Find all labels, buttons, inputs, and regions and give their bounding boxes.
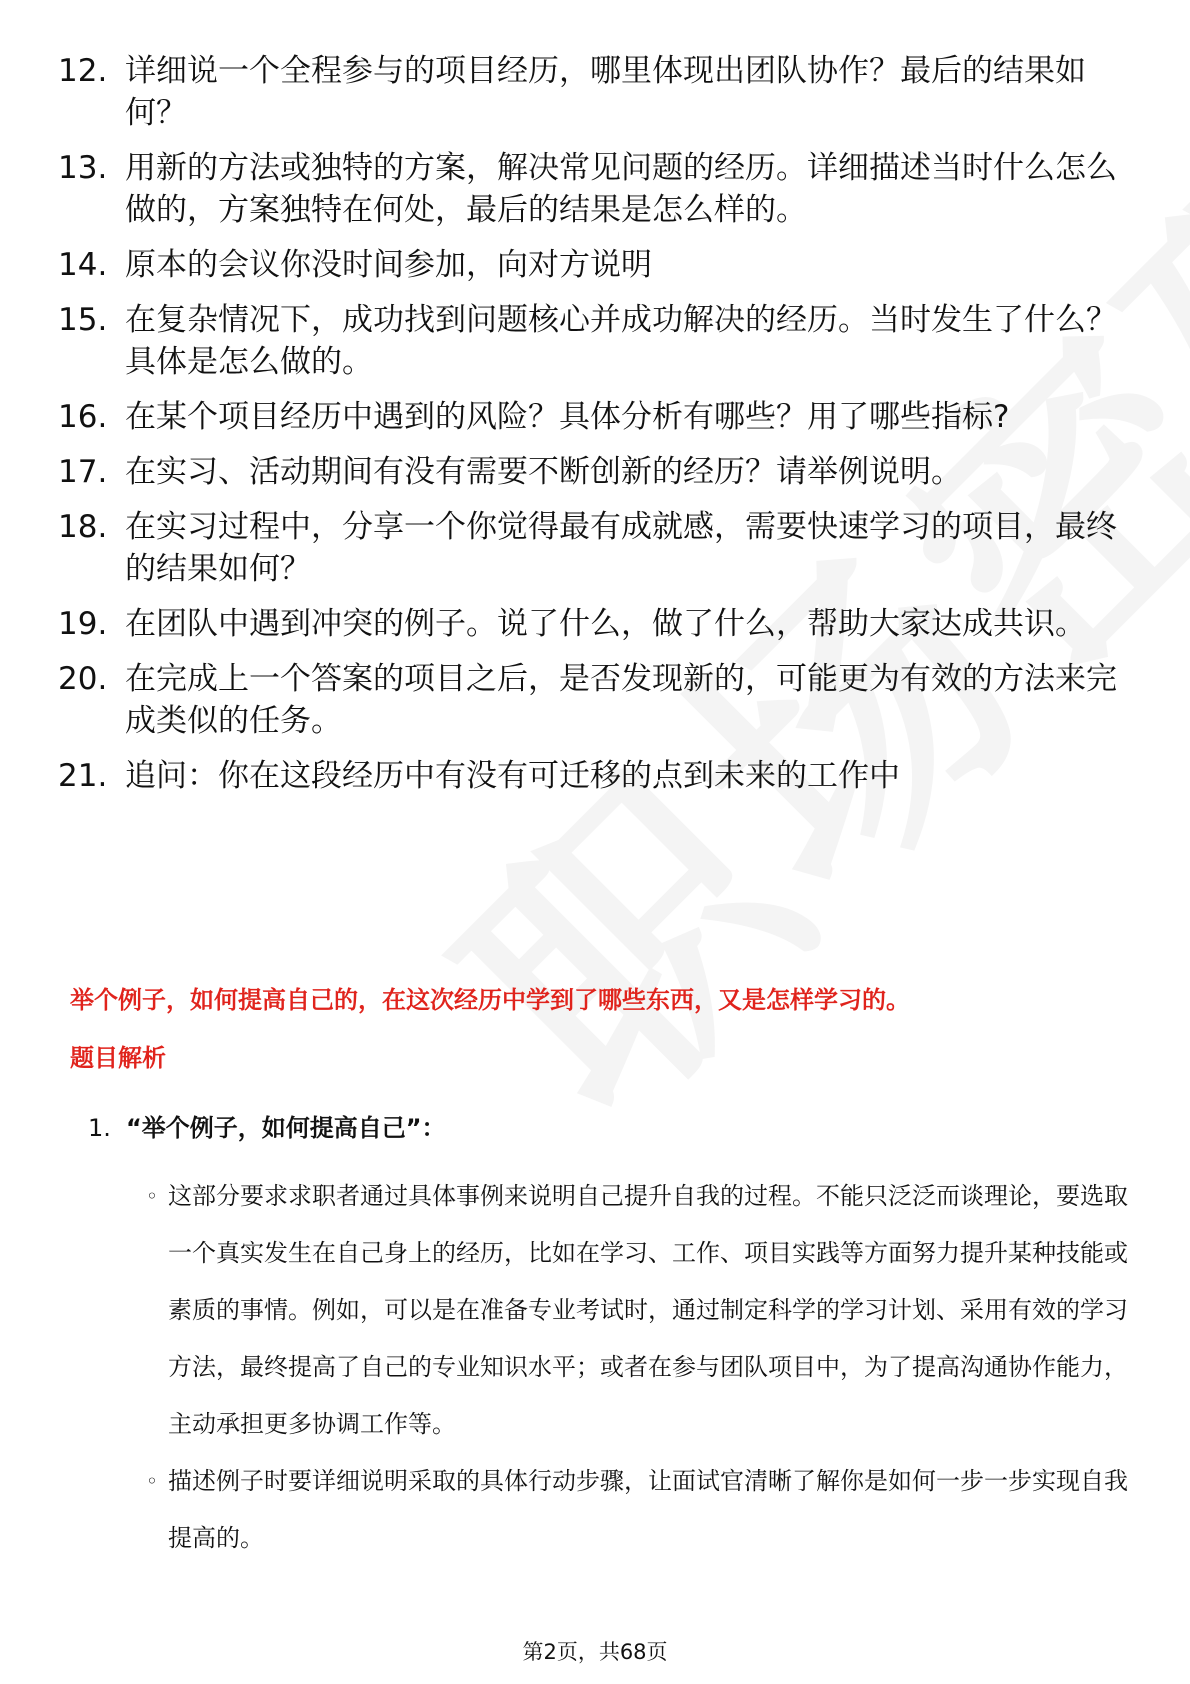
question-number: 17. [58,454,108,490]
question-text: 追问：你在这段经历中有没有可迁移的点到未来的工作中 [125,758,900,794]
question-item [58,506,1138,590]
question-item [58,396,1138,438]
question-item [58,50,1138,134]
question-number: 15. [58,302,108,338]
analysis-item-heading [88,1110,1128,1146]
bullet-circle-icon: ◦ [146,1184,158,1208]
question-item [58,603,1138,645]
question-text: 在完成上一个答案的项目之后，是否发现新的，可能更为有效的方法来完成类似的任务。 [125,661,1117,739]
question-list [58,50,1138,810]
question-item [58,658,1138,742]
featured-question: 举个例子，如何提高自己的，在这次经历中学到了哪些东西，又是怎样学习的。 [70,986,910,1014]
analysis-item-title: “举个例子，如何提高自己”： [126,1114,446,1142]
bullet-circle-icon: ◦ [146,1469,158,1493]
question-text: 在实习过程中，分享一个你觉得最有成就感，需要快速学习的项目，最终的结果如何？ [125,509,1117,587]
question-item [58,147,1138,231]
analysis-heading: 题目解析 [70,1044,166,1072]
question-text: 用新的方法或独特的方案，解决常见问题的经历。详细描述当时什么怎么做的，方案独特在何处，最后的结果是怎么样的。 [125,150,1117,228]
question-item [58,244,1138,286]
question-text: 在实习、活动期间有没有需要不断创新的经历？请举例说明。 [125,454,962,490]
question-item [58,299,1138,383]
question-text: 在某个项目经历中遇到的风险？具体分析有哪些？用了哪些指标? [125,399,1010,435]
bullet-item [146,1168,1128,1453]
question-item [58,451,1138,493]
question-text: 在团队中遇到冲突的例子。说了什么，做了什么，帮助大家达成共识。 [125,606,1086,642]
analysis-section [88,1110,1128,1567]
bullet-item [146,1453,1128,1567]
question-item [58,755,1138,797]
bullet-text: 这部分要求求职者通过具体事例来说明自己提升自我的过程。不能只泛泛而谈理论，要选取一个真实发生在自己身上的经历，比如在学习、工作、项目实践等方面努力提升某种技能或素质的事情。例如，可以是在准备专业考试时，通过制定科学的学习计划、采用有效的学习方法，最终提高了自己的专业知识水平；或者在参与团队项目中，为了提高沟通协作能力，主动承担更多协调工作等。 [168,1182,1128,1438]
question-number: 21. [58,758,108,794]
question-number: 13. [58,150,108,186]
bullet-text: 描述例子时要详细说明采取的具体行动步骤，让面试官清晰了解你是如何一步一步实现自我提高的。 [168,1467,1128,1552]
analysis-bullets [146,1168,1128,1567]
question-number: 12. [58,53,108,89]
question-text: 原本的会议你没时间参加，向对方说明 [125,247,652,283]
question-number: 14. [58,247,108,283]
question-number: 19. [58,606,108,642]
question-number: 20. [58,661,108,697]
analysis-item-number: 1. [88,1114,111,1142]
question-number: 16. [58,399,108,435]
page-footer: 第2页，共68页 [522,1640,668,1664]
question-text: 在复杂情况下，成功找到问题核心并成功解决的经历。当时发生了什么？具体是怎么做的。 [125,302,1117,380]
question-number: 18. [58,509,108,545]
question-text: 详细说一个全程参与的项目经历，哪里体现出团队协作？最后的结果如何？ [125,53,1086,131]
